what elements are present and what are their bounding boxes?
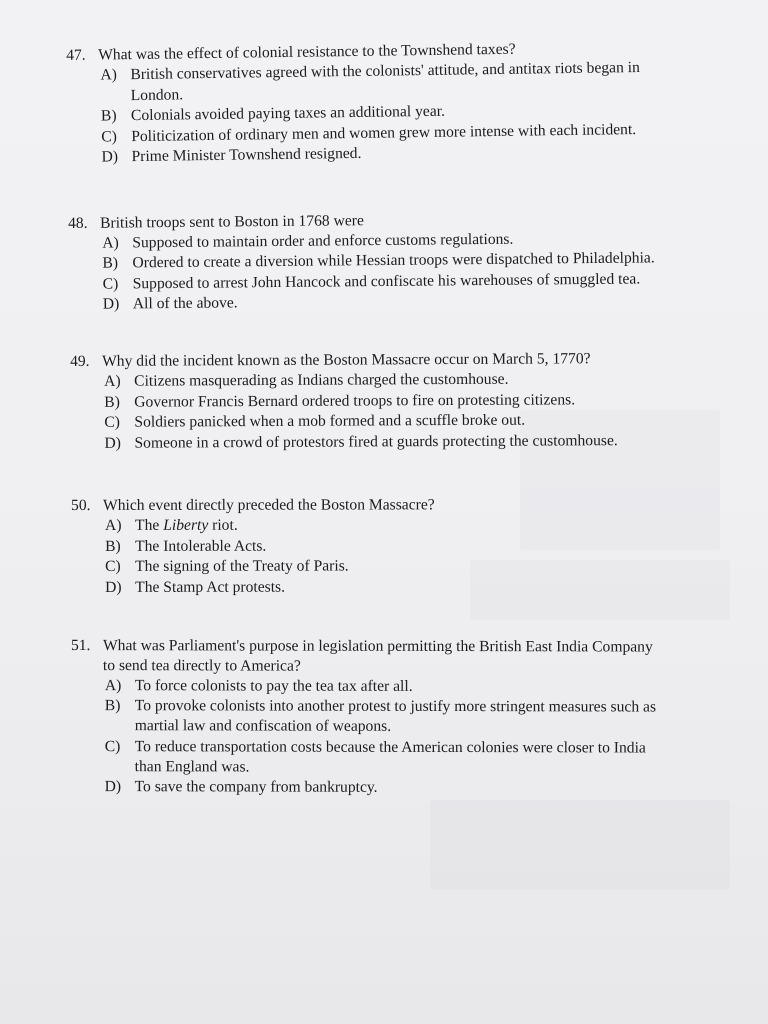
option-text: The signing of the Treaty of Paris. <box>135 557 349 575</box>
answer-option-d[interactable] <box>71 777 751 799</box>
option-letter: A) <box>104 372 121 390</box>
question-stem <box>71 636 751 658</box>
option-text: Someone in a crowd of protestors fired at guards protecting the customhouse. <box>134 431 618 452</box>
answer-option-d[interactable] <box>70 430 750 454</box>
option-letter: B) <box>104 697 121 715</box>
option-text: Governor Francis Bernard ordered troops to fire on protesting citizens. <box>134 390 576 411</box>
question-number: 50. <box>71 496 91 514</box>
option-text: Prime Minister Townshend resigned. <box>131 145 362 166</box>
option-letter: B) <box>105 537 121 555</box>
question-text: Which event directly preceded the Boston Massacre? <box>103 496 435 514</box>
answer-option-d[interactable] <box>71 576 751 598</box>
question-47 <box>66 37 748 169</box>
option-text: Soldiers panicked when a mob formed and a scuffle broke out. <box>134 411 526 431</box>
option-text: All of the above. <box>132 294 238 313</box>
option-text: To force colonists to pay the tea tax after all. <box>134 677 413 695</box>
question-text: Why did the incident known as the Boston Massacre occur on March 5, 1770? <box>102 350 591 370</box>
option-text-before: The <box>135 516 164 534</box>
option-letter: B) <box>104 393 120 411</box>
option-text-italic: Liberty <box>163 516 209 534</box>
question-51 <box>71 636 751 799</box>
answer-option-b[interactable] <box>71 535 751 557</box>
option-text-continued: martial law and confiscation of weapons. <box>134 717 392 736</box>
option-letter: A) <box>102 234 119 252</box>
option-letter: A) <box>100 66 117 84</box>
answer-option-c[interactable] <box>71 556 751 578</box>
option-letter: A) <box>104 677 122 695</box>
question-stem <box>71 495 751 516</box>
option-text: To provoke colonists into another protest to justify more stringent measures such as <box>134 697 657 716</box>
option-letter: D) <box>105 578 122 596</box>
question-text: What was Parliament's purpose in legislation permitting the British East India Company <box>102 637 653 656</box>
answer-option-a[interactable] <box>71 676 751 698</box>
answer-option-a[interactable] <box>71 515 751 537</box>
question-text: What was the effect of colonial resistance to the Townshend taxes? <box>98 40 516 64</box>
option-letter: C) <box>102 275 119 293</box>
option-letter: C) <box>101 128 117 146</box>
option-text <box>135 517 238 534</box>
option-letter: C) <box>104 413 121 431</box>
option-letter: B) <box>100 107 117 125</box>
option-text: To reduce transportation costs because the American colonies were closer to India <box>134 737 646 757</box>
question-48 <box>68 207 749 315</box>
question-number: 47. <box>66 46 86 64</box>
option-text-continued: than England was. <box>134 757 250 776</box>
option-letter: C) <box>105 557 121 575</box>
option-text-continued: London. <box>130 85 184 104</box>
question-number: 48. <box>68 214 88 232</box>
question-50 <box>71 495 751 598</box>
option-text-after: riot. <box>208 516 238 534</box>
option-letter: A) <box>105 516 122 534</box>
option-text: British conservatives agreed with the colonists' attitude, and antitax riots began in <box>130 58 640 84</box>
question-49 <box>70 348 751 454</box>
option-letter: D) <box>101 148 119 166</box>
question-text: British troops sent to Boston in 1768 were <box>100 212 364 232</box>
option-text: The Intolerable Acts. <box>135 537 267 555</box>
option-text: Politicization of ordinary men and women grew more intense with each incident. <box>131 120 637 145</box>
question-text-continued: to send tea directly to America? <box>102 657 301 675</box>
bleed-through-shade <box>430 800 730 890</box>
question-number: 49. <box>70 352 90 370</box>
answer-option-c[interactable] <box>71 737 751 779</box>
option-letter: D) <box>104 778 122 796</box>
question-number: 51. <box>70 637 91 655</box>
answer-option-b[interactable] <box>71 696 751 738</box>
option-text: Supposed to maintain order and enforce customs regulations. <box>132 230 514 252</box>
option-letter: D) <box>102 295 120 313</box>
option-text: The Stamp Act protests. <box>135 578 286 596</box>
option-letter: C) <box>104 737 121 755</box>
option-text: Supposed to arrest John Hancock and confiscate his warehouses of smuggled tea. <box>132 270 641 292</box>
option-text: To save the company from bankruptcy. <box>134 778 378 796</box>
option-text: Ordered to create a diversion while Hessian troops were dispatched to Philadelphia. <box>132 249 655 272</box>
option-text: Colonials avoided paying taxes an additional year. <box>130 102 446 125</box>
option-letter: B) <box>102 254 119 272</box>
option-text: Citizens masquerading as Indians charged the customhouse. <box>134 370 509 390</box>
option-letter: D) <box>104 434 121 452</box>
